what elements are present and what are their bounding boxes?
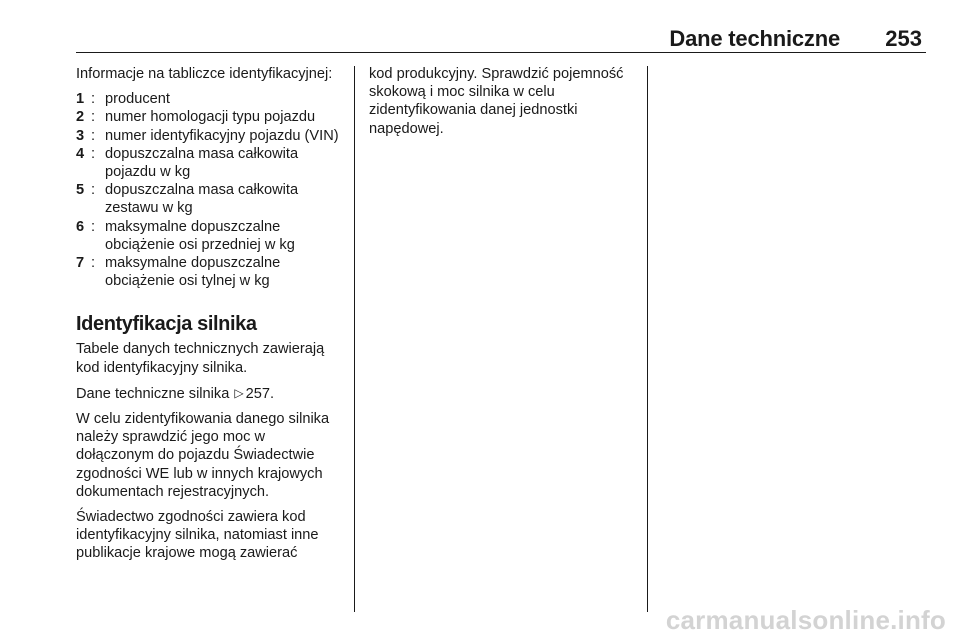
list-item-number: 6 bbox=[76, 218, 85, 235]
page-header bbox=[76, 22, 926, 52]
section-heading: Identyfikacja silnika bbox=[76, 313, 257, 336]
list-item-number: 7 bbox=[76, 255, 85, 272]
list-item-separator: : bbox=[91, 255, 96, 272]
paragraph: W celu zidentyfikowania danego silnika należy sprawdzić jego moc w dołączonym do pojazdu Świadectwie zgodności WE lub w innych krajowych dokumentach rejestracyjnych. bbox=[76, 411, 330, 500]
list-item-text: numer homologacji typu pojazdu bbox=[105, 109, 316, 126]
reference-text: Dane techniczne silnika bbox=[76, 385, 230, 402]
paragraph: Świadectwo zgodności zawiera kod identyfikacyjny silnika, natomiast inne publikacje krajowe mogą zawierać bbox=[76, 509, 319, 562]
column-divider bbox=[647, 66, 648, 612]
list-item-text: producent bbox=[105, 91, 170, 108]
list-item-text: dopuszczalna masa całkowita zestawu w kg bbox=[105, 182, 299, 217]
list-item bbox=[76, 181, 344, 217]
list-item-text: dopuszczalna masa całkowita pojazdu w kg bbox=[105, 145, 299, 181]
list-item-separator: : bbox=[91, 182, 96, 199]
list-item-number: 5 bbox=[76, 182, 85, 199]
intro-text: Informacje na tabliczce identyfikacyjnej: bbox=[76, 66, 333, 82]
list-item-separator: : bbox=[91, 145, 96, 162]
list-item-text: maksymalne dopuszczalne obciążenie osi przedniej w kg bbox=[105, 218, 295, 253]
list-item-number: 1 bbox=[76, 91, 85, 108]
middle-column bbox=[369, 65, 637, 145]
list-item-separator: : bbox=[91, 127, 96, 144]
watermark: carmanualsonline.info bbox=[665, 605, 946, 635]
page-number: 253 bbox=[885, 26, 922, 51]
header-rule bbox=[76, 52, 926, 53]
list-item-number: 4 bbox=[76, 145, 85, 162]
left-column bbox=[76, 65, 344, 570]
list-item-separator: : bbox=[91, 91, 96, 108]
list-item-text: maksymalne dopuszczalne obciążenie osi tylnej w kg bbox=[105, 255, 281, 290]
column-divider bbox=[354, 66, 355, 612]
list-item bbox=[76, 108, 344, 126]
list-item bbox=[76, 127, 344, 145]
list-item bbox=[76, 145, 344, 181]
list-item bbox=[76, 254, 344, 290]
list-item bbox=[76, 218, 344, 254]
list-item-number: 2 bbox=[76, 109, 85, 126]
paragraph-with-reference bbox=[76, 384, 344, 403]
label-info-list bbox=[76, 90, 344, 290]
list-item-separator: : bbox=[91, 218, 96, 235]
triangle-reference-icon[interactable]: ▷ bbox=[234, 385, 244, 400]
list-item-number: 3 bbox=[76, 127, 85, 144]
page-title: Dane techniczne bbox=[669, 26, 840, 51]
list-item bbox=[76, 90, 344, 108]
paragraph: Tabele danych technicznych zawierają kod identyfikacyjny silnika. bbox=[76, 341, 325, 376]
list-item-separator: : bbox=[91, 109, 96, 126]
paragraph: kod produkcyjny. Sprawdzić pojemność skokową i moc silnika w celu zidentyfikowania danej jednostki napędowej. bbox=[369, 66, 624, 137]
list-item-text: numer identyfikacyjny pojazdu (VIN) bbox=[105, 127, 339, 144]
reference-page[interactable]: 257. bbox=[245, 385, 275, 402]
